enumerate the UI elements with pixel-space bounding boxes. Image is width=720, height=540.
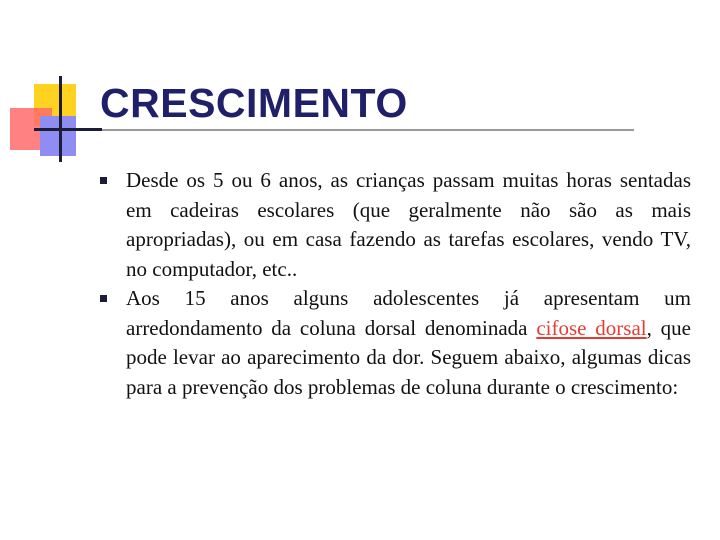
cifose-dorsal-link[interactable]: cifose dorsal [536,315,647,340]
title-underline [34,129,634,131]
bullet-text-after: , que pode levar ao aparecimento da dor. Seguem abaixo, algumas dicas para a prevenção dos problemas de coluna durante o crescimento: [126,315,692,399]
slide-title: CRESCIMENTO [100,80,408,126]
bullet-text-before: Aos 15 anos alguns adolescentes já apresentam um arredondamento da coluna dorsal denominada [126,286,691,340]
title-underline-accent [34,128,102,131]
logo-vertical-line [59,76,62,162]
bullet-square-icon [100,177,107,184]
bullet-item-2 [126,284,691,402]
logo-blue-square [40,116,76,156]
bullet-list [126,166,691,402]
bullet-item-1 [126,166,691,284]
bullet-square-icon [100,295,107,302]
bullet-text: Desde os 5 ou 6 anos, as crianças passam muitas horas sentadas em cadeiras escolares (que geralmente não são as mais apropriadas), ou em casa fazendo as tarefas escolares, vendo TV, no computador, etc.. [126,168,691,281]
